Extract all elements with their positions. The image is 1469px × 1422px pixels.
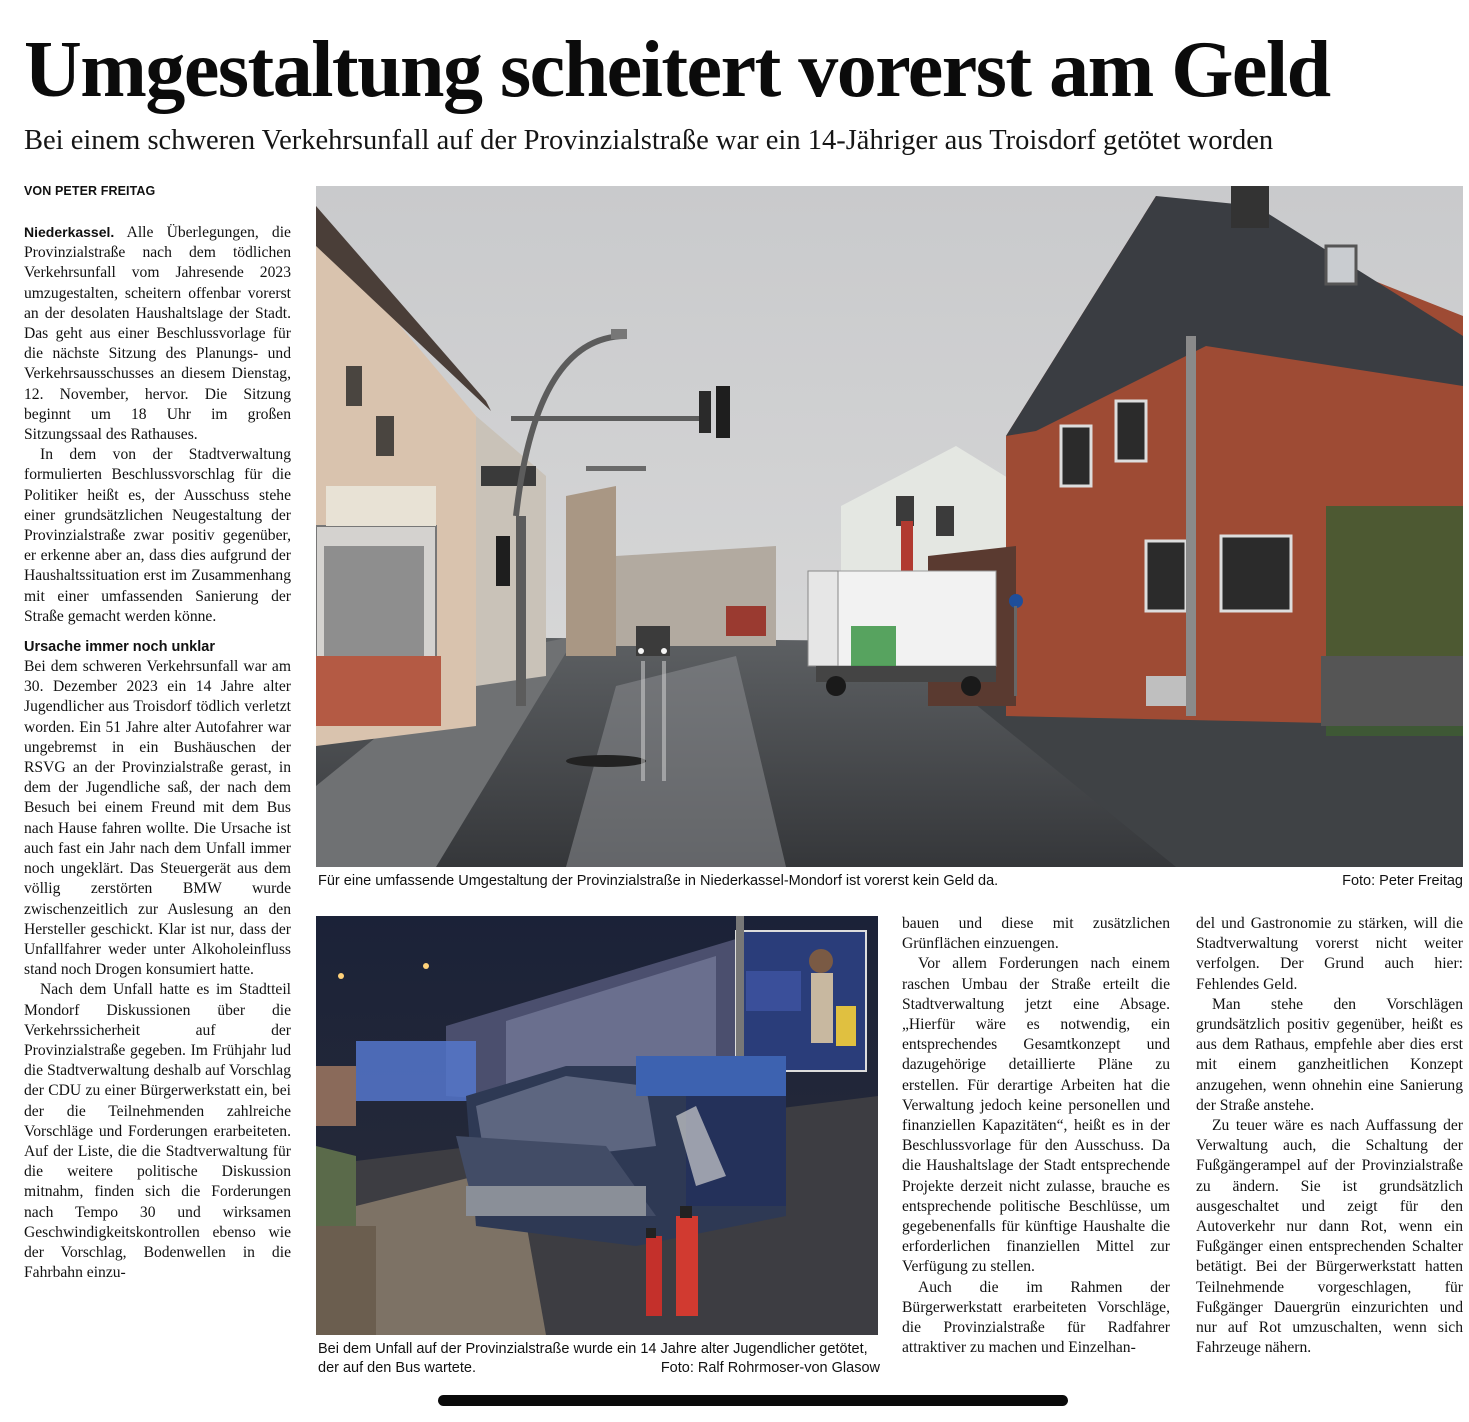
subheadline: Bei einem schweren Verkehrsunfall auf der Provinzialstraße war ein 14-Jähriger aus Troisdorf getötet worden (24, 125, 1274, 156)
article-column-3 (902, 914, 1170, 1358)
caption-text: Für eine umfassende Umgestaltung der Provinzialstraße in Niederkassel-Mondorf ist vorerst kein Geld da. (318, 873, 999, 889)
paragraph-text: Alle Überlegungen, die Provinzialstraße nach dem tödlichen Verkehrsunfall vom Jahresende 2023 umzugestalten, scheitern offenbar vorerst an der desolaten Haushaltslage der Stadt. Das geht aus einer Beschlussvorlage für die nächste Sitzung des Planungs- und Verkehrsausschusses an diesem Dienstag, 12. November, hervor. Die Sitzung beginnt um 18 Uhr im großen Sitzungssaal des Rathauses. (24, 224, 291, 444)
caption-text: Bei dem Unfall auf der Provinzialstraße wurde ein 14 Jahre alter Jugendlicher getötet, der auf den Bus wartete. (318, 1341, 868, 1376)
paragraph: bauen und diese mit zusätzlichen Grünflächen einzuengen. (902, 915, 1170, 953)
paragraph: Auch die im Rahmen der Bürgerwerkstatt erarbeiteten Vorschläge, die Provinzialstraße für Radfahrer attraktiver zu machen und Einzelhan- (902, 1278, 1170, 1357)
crash-photo-caption (318, 1340, 880, 1378)
paragraph: Vor allem Forderungen nach einem raschen Umbau der Straße erteilt die Stadtverwaltung jetzt eine Absage. „Hierfür wäre es notwendig, ein entsprechendes Gesamtkonzept und dazugehörige detaillierte Pläne zu erstellen. Für derartige Arbeiten hat die Verwaltung jedoch keine personellen und finanziellen Kapazitäten“, heißt es in der Beschlussvorlage für den Ausschuss. Da die Haushaltslage der Stadt entsprechende Projekte derzeit nicht zulasse, brauche es entsprechende politische Beschlüsse, um gegebenenfalls für künftige Haushalte die erforderlichen finanziellen Mittel zur Verfügung zu stellen. (902, 955, 1170, 1276)
dateline: Niederkassel. (24, 224, 115, 240)
photo-credit: Foto: Ralf Rohrmoser-von Glasow (660, 1360, 880, 1376)
paragraph: Bei dem schweren Verkehrsunfall war am 30. Dezember 2023 ein 14 Jahre alter Jugendlicher aus Troisdorf tödlich verletzt worden. Ein 51 Jahre alter Autofahrer war ungebremst in ein Bushäuschen der RSVG an der Provinzialstraße gerast, in dem der Jugendliche saß, der nach dem Besuch bei einem Freund mit dem Bus nach Hause fahren wollte. Die Ursache ist auch fast ein Jahr nach dem Unfall immer noch ungeklärt. Das Steuergerät aus dem völlig zerstörten BMW wurde zwischenzeitlich zur Auslesung an den Hersteller geschickt. Klar ist nur, dass der Unfallfahrer weder unter Alkoholeinfluss stand noch Drogen konsumiert hatte. (24, 658, 291, 979)
paragraph: Zu teuer wäre es nach Auffassung der Verwaltung auch, die Schaltung der Fußgängerampel auf der Provinzialstraße zu ändern. Sie ist grundsätzlich ausgeschaltet und zeigt für den Autoverkehr nur dann Rot, wenn ein Fußgänger einen entsprechenden Schalter betätigt. Bei der Bürgerwerkstatt hatten Teilnehmende vorgeschlagen, für Fußgänger Dauergrün einzurichten und nur auf Rot umzuschalten, wenn sich Fahrzeuge nähern. (1196, 1117, 1463, 1357)
photo-credit: Foto: Peter Freitag (1342, 873, 1463, 889)
paragraph: Nach dem Unfall hatte es im Stadtteil Mondorf Diskussionen über die Verkehrssicherheit auf der Provinzialstraße gegeben. Im Frühjahr lud die Stadtverwaltung deshalb auf Vorschlag der CDU zu einer Bürgerwerkstatt ein, bei der die Teilnehmenden zahlreiche Vorschläge und Forderungen erarbeiteten. Auf der Liste, die die Stadtverwaltung für die weitere politische Diskussion mitnahm, finden sich die Forderungen nach Tempo 30 und wirksamen Geschwindigkeitskontrollen ebenso wie der Vorschlag, Bodenwellen in die Fahrbahn einzu- (24, 981, 291, 1282)
headline: Umgestaltung scheitert vorerst am Geld (24, 26, 1330, 114)
article-column-1 (24, 222, 291, 1283)
subheading: Ursache immer noch unklar (24, 639, 215, 656)
home-indicator[interactable] (438, 1395, 1068, 1406)
paragraph: Man stehe den Vorschlägen grundsätzlich positiv gegenüber, heißt es aus dem Rathaus, empfehle aber dies erst mit einem ganzheitlichen Konzept anzugehen, wenn ohnehin eine Sanierung der Straße anstehe. (1196, 995, 1463, 1114)
paragraph: del und Gastronomie zu stärken, will die Stadtverwaltung vorerst nicht weiter verfolgen. Der Grund auch hier: Fehlendes Geld. (1196, 915, 1463, 993)
article-column-4 (1196, 914, 1463, 1358)
street-photo-caption (318, 872, 1463, 891)
street-photo (316, 186, 1463, 867)
paragraph (24, 222, 291, 445)
paragraph: In dem von der Stadtverwaltung formulierten Beschlussvorschlag für die Politiker heißt es, der Ausschuss stehe einer grundsätzlichen Neugestaltung der Provinzialstraße zwar positiv gegenüber, er erkenne aber an, dass dies aufgrund der Haushaltssituation erst im Zusammenhang mit einer umfassenden Sanierung der Straße gemacht werden könne. (24, 446, 291, 625)
byline: VON PETER FREITAG (24, 184, 156, 198)
crash-photo (316, 916, 878, 1335)
